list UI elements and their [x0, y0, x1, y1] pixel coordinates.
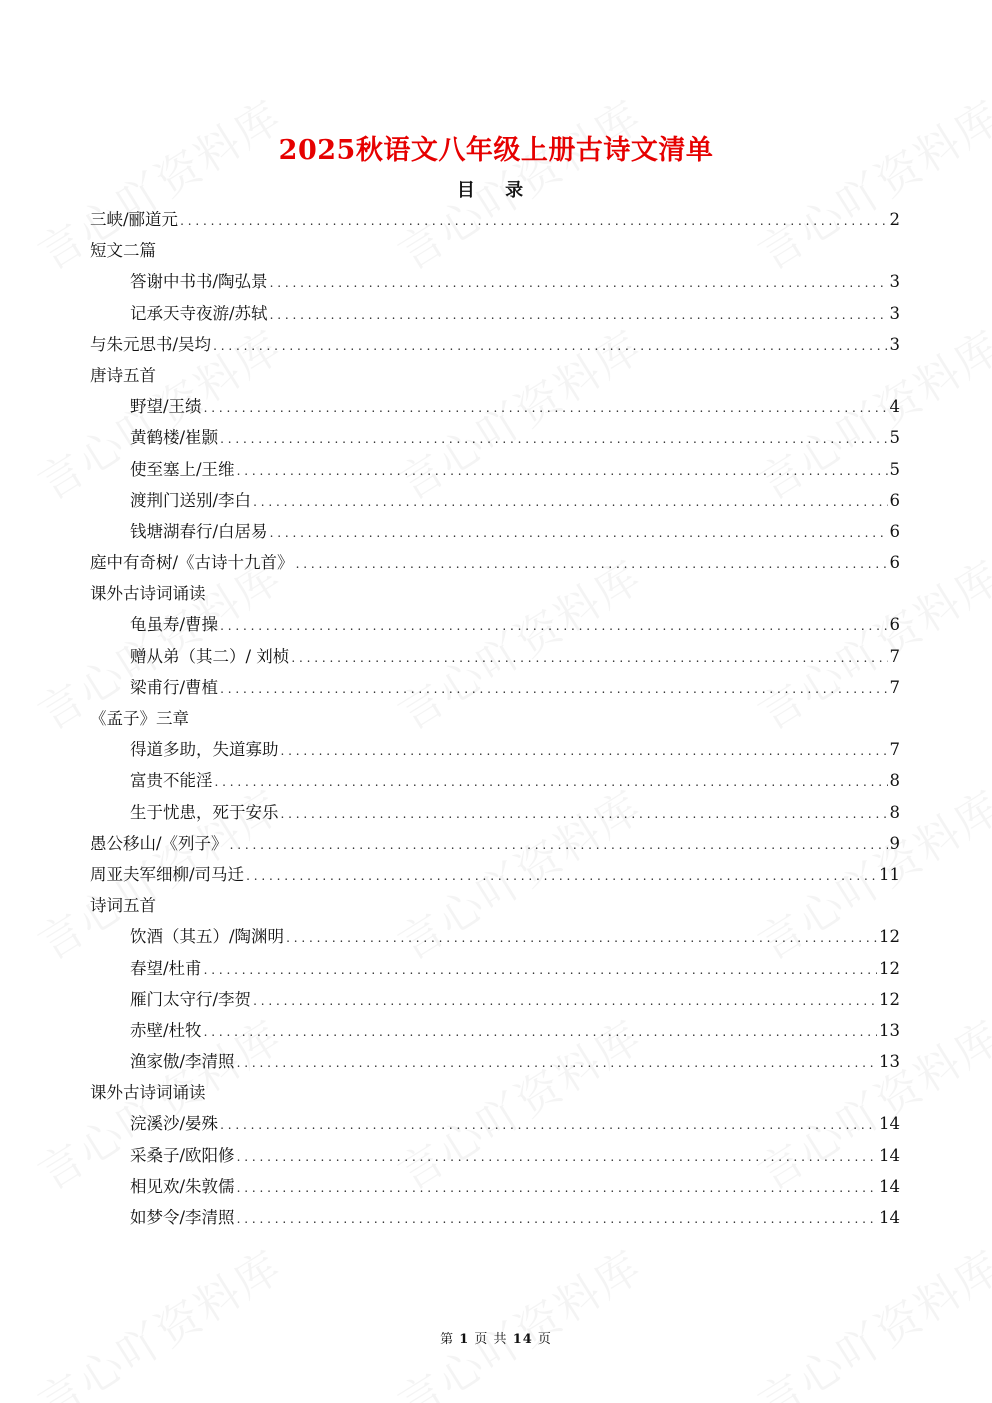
toc-entry-label: 赤壁/杜牧 — [130, 1020, 202, 1040]
toc-dot-leader — [270, 298, 888, 331]
toc-entry-page: 7 — [889, 740, 900, 760]
toc-dot-leader — [220, 672, 887, 705]
toc-entry-label: 生于忧患，死于安乐 — [130, 802, 279, 822]
toc-entry[interactable] — [90, 391, 900, 422]
toc-entry-page: 9 — [889, 833, 900, 853]
toc-entry-label: 记承天寺夜游/苏轼 — [130, 303, 268, 323]
toc-entry-label: 课外古诗词诵读 — [90, 584, 206, 604]
toc-entry[interactable] — [90, 1108, 900, 1139]
toc-entry[interactable] — [90, 859, 900, 890]
toc-entry[interactable] — [90, 547, 900, 578]
toc-entry[interactable] — [90, 797, 900, 828]
toc-entry[interactable] — [90, 454, 900, 485]
toc-dot-leader — [213, 329, 887, 362]
toc-entry-label: 使至塞上/王维 — [130, 459, 235, 479]
toc-entry[interactable] — [90, 828, 900, 859]
toc-entry-label: 渔家傲/李清照 — [130, 1052, 235, 1072]
toc-entry-label: 采桑子/欧阳修 — [130, 1145, 235, 1165]
toc-entry[interactable] — [90, 890, 900, 921]
toc-entry-page: 14 — [879, 1145, 900, 1165]
table-of-contents — [90, 204, 900, 1233]
toc-entry[interactable] — [90, 235, 900, 266]
footer-middle: 页 共 — [474, 1332, 508, 1347]
toc-entry[interactable] — [90, 204, 900, 235]
toc-entry[interactable] — [90, 641, 900, 672]
toc-entry-label: 野望/王绩 — [130, 397, 202, 417]
toc-entry[interactable] — [90, 609, 900, 640]
toc-entry[interactable] — [90, 703, 900, 734]
toc-entry-label: 渡荆门送别/李白 — [130, 490, 252, 510]
toc-entry[interactable] — [90, 329, 900, 360]
toc-dot-leader — [220, 609, 887, 642]
toc-entry-label: 庭中有奇树/《古诗十九首》 — [90, 553, 294, 573]
toc-entry-page: 13 — [879, 1020, 900, 1040]
footer-total-pages: 14 — [512, 1332, 533, 1347]
toc-entry-page: 6 — [889, 521, 900, 541]
toc-entry-page: 12 — [879, 927, 900, 947]
toc-entry-page: 14 — [879, 1176, 900, 1196]
toc-entry[interactable] — [90, 953, 900, 984]
toc-entry-label: 浣溪沙/晏殊 — [130, 1114, 219, 1134]
toc-dot-leader — [180, 204, 887, 237]
toc-dot-leader — [286, 921, 877, 954]
toc-dot-leader — [220, 1108, 877, 1141]
toc-entry-label: 相见欢/朱敦儒 — [130, 1176, 235, 1196]
toc-entry-page: 6 — [889, 615, 900, 635]
toc-entry[interactable] — [90, 360, 900, 391]
toc-entry-page: 14 — [879, 1114, 900, 1134]
toc-entry-page: 3 — [889, 334, 900, 354]
page-footer — [0, 1328, 992, 1347]
toc-entry[interactable] — [90, 1077, 900, 1108]
toc-entry-page: 6 — [889, 553, 900, 573]
document-title: 2025秋语文八年级上册古诗文清单 — [278, 135, 714, 166]
toc-entry-label: 龟虽寿/曹操 — [130, 615, 219, 635]
toc-dot-leader — [230, 828, 888, 861]
toc-entry[interactable] — [90, 1046, 900, 1077]
toc-entry-page: 8 — [889, 802, 900, 822]
toc-dot-leader — [237, 1171, 877, 1204]
toc-entry-label: 黄鹤楼/崔颢 — [130, 428, 219, 448]
toc-entry-page: 5 — [889, 428, 900, 448]
toc-entry[interactable] — [90, 921, 900, 952]
toc-dot-leader — [296, 547, 888, 580]
toc-entry-page: 6 — [889, 490, 900, 510]
toc-entry[interactable] — [90, 266, 900, 297]
toc-entry-label: 三峡/郦道元 — [90, 210, 179, 229]
toc-entry[interactable] — [90, 422, 900, 453]
toc-entry-label: 饮酒（其五）/陶渊明 — [130, 927, 285, 947]
toc-entry-label: 得道多助，失道寡助 — [130, 740, 279, 760]
toc-entry-page: 3 — [889, 272, 900, 292]
toc-dot-leader — [204, 1015, 877, 1048]
toc-entry-label: 富贵不能淫 — [130, 771, 213, 791]
toc-dot-leader — [253, 485, 887, 518]
toc-entry-page: 13 — [879, 1052, 900, 1072]
toc-entry-label: 春望/杜甫 — [130, 958, 202, 978]
toc-entry-label: 诗词五首 — [90, 896, 156, 916]
toc-entry-label: 钱塘湖春行/白居易 — [130, 521, 268, 541]
toc-entry-label: 周亚夫军细柳/司马迁 — [90, 864, 245, 884]
toc-entry[interactable] — [90, 765, 900, 796]
footer-suffix: 页 — [537, 1332, 552, 1347]
toc-entry[interactable] — [90, 485, 900, 516]
toc-dot-leader — [291, 641, 887, 674]
toc-entry[interactable] — [90, 516, 900, 547]
toc-entry[interactable] — [90, 1015, 900, 1046]
toc-dot-leader — [204, 953, 877, 986]
toc-entry-label: 答谢中书书/陶弘景 — [130, 272, 268, 292]
toc-heading: 目 录 — [456, 180, 536, 201]
toc-entry-page: 8 — [889, 771, 900, 791]
toc-entry-page: 3 — [889, 303, 900, 323]
toc-entry-page: 12 — [879, 989, 900, 1009]
toc-dot-leader — [237, 1046, 877, 1079]
toc-entry-label: 课外古诗词诵读 — [90, 1083, 206, 1103]
toc-entry-label: 《孟子》三章 — [90, 709, 189, 728]
toc-entry-page: 7 — [889, 677, 900, 697]
toc-entry-page: 7 — [889, 646, 900, 666]
toc-entry-label: 愚公移山/《列子》 — [90, 833, 228, 853]
footer-current-page: 1 — [459, 1332, 470, 1347]
toc-entry-page: 4 — [889, 397, 900, 417]
toc-dot-leader — [237, 454, 888, 487]
toc-entry-page: 5 — [889, 459, 900, 479]
toc-entry-label: 唐诗五首 — [90, 365, 156, 385]
toc-entry[interactable] — [90, 1202, 900, 1233]
toc-entry-page: 14 — [879, 1208, 900, 1227]
toc-entry-label: 如梦令/李清照 — [130, 1208, 235, 1227]
toc-entry-page: 11 — [879, 864, 900, 884]
toc-entry-page: 2 — [889, 210, 900, 229]
toc-dot-leader — [246, 859, 877, 892]
toc-entry-page: 12 — [879, 958, 900, 978]
toc-entry[interactable] — [90, 1171, 900, 1202]
toc-entry[interactable] — [90, 298, 900, 329]
toc-dot-leader — [270, 266, 888, 299]
toc-dot-leader — [237, 1202, 877, 1235]
toc-entry[interactable] — [90, 734, 900, 765]
toc-dot-leader — [220, 422, 887, 455]
toc-entry-label: 与朱元思书/吴均 — [90, 334, 212, 354]
toc-dot-leader — [281, 797, 888, 830]
toc-entry[interactable] — [90, 1140, 900, 1171]
toc-dot-leader — [281, 734, 888, 767]
footer-prefix: 第 — [440, 1332, 455, 1347]
toc-entry-label: 赠从弟（其二）/ 刘桢 — [130, 646, 290, 666]
toc-dot-leader — [237, 1140, 877, 1173]
toc-entry-label: 雁门太守行/李贺 — [130, 989, 252, 1009]
toc-dot-leader — [215, 765, 888, 798]
toc-entry-label: 梁甫行/曹植 — [130, 677, 219, 697]
toc-entry[interactable] — [90, 984, 900, 1015]
toc-entry[interactable] — [90, 578, 900, 609]
toc-dot-leader — [253, 984, 877, 1017]
toc-dot-leader — [270, 516, 888, 549]
toc-entry-label: 短文二篇 — [90, 241, 156, 261]
toc-entry[interactable] — [90, 672, 900, 703]
toc-dot-leader — [204, 391, 888, 424]
